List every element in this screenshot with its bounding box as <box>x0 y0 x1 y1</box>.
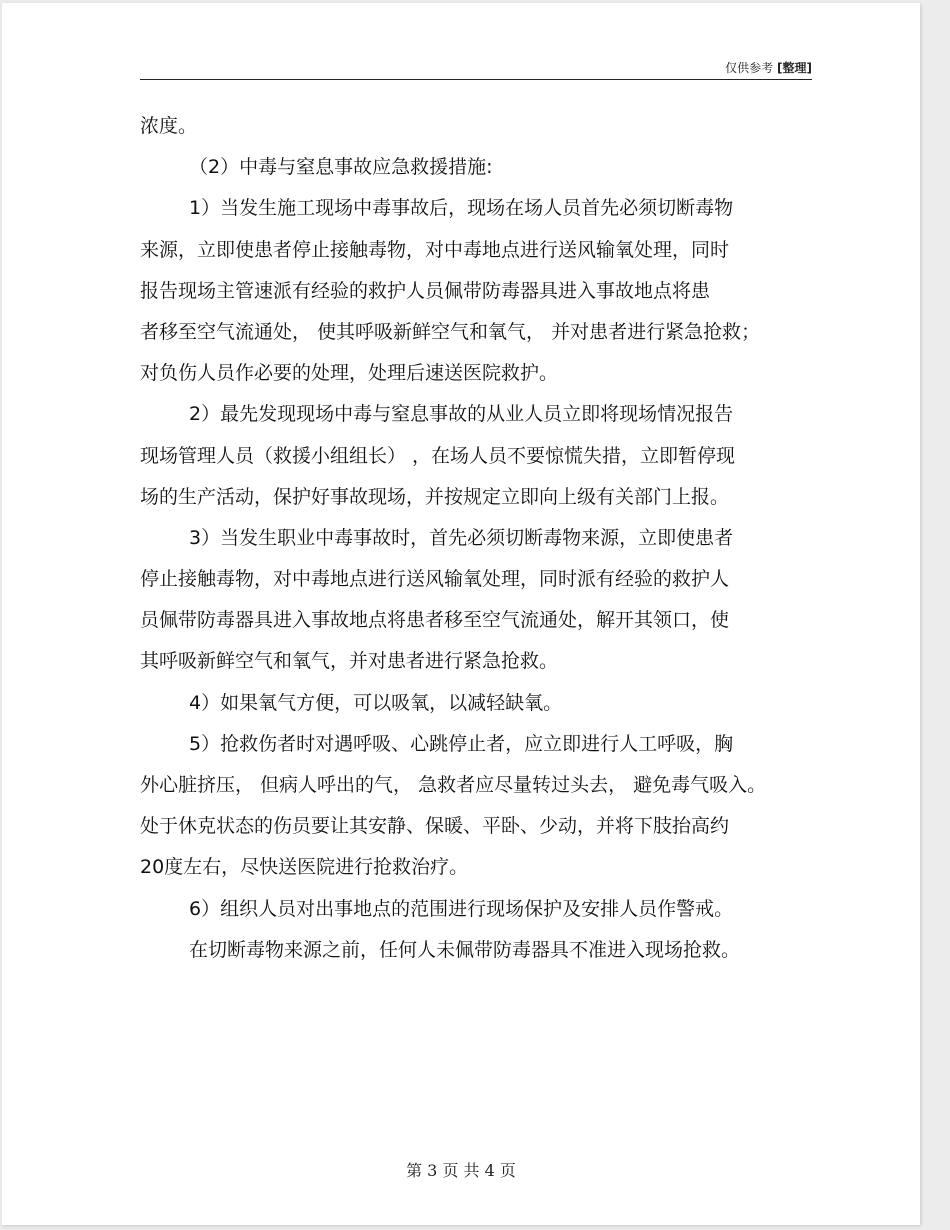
text-line: 者移至空气流通处， 使其呼吸新鲜空气和氧气， 并对患者进行紧急抢救； <box>140 320 761 343</box>
text-line: 来源，立即使患者停止接触毒物，对中毒地点进行送风输氧处理，同时 <box>140 238 730 261</box>
text-line: 停止接触毒物，对中毒地点进行送风输氧处理，同时派有经验的救护人 <box>140 568 730 591</box>
text-line: 场的生产活动，保护好事故现场，并按规定立即向上级有关部门上报。 <box>140 485 730 508</box>
document-page <box>2 3 920 1225</box>
text-line: 现场管理人员（救援小组组长） ，在场人员不要惊慌失措，立即暂停现 <box>140 444 736 467</box>
header-note-prefix: 仅供参考 <box>725 61 774 75</box>
text-line: 其呼吸新鲜空气和氧气，并对患者进行紧急抢救。 <box>140 650 559 673</box>
page-header <box>140 55 812 80</box>
text-line: 员佩带防毒器具进入事故地点将患者移至空气流通处，解开其领口，使 <box>140 609 730 632</box>
text-line: 5）抢救伤者时对遇呼吸、心跳停止者，应立即进行人工呼吸，胸 <box>189 732 734 755</box>
document-body <box>140 115 820 980</box>
text-line: 3）当发生职业中毒事故时，首先必须切断毒物来源，立即使患者 <box>189 526 734 549</box>
text-line: 1）当发生施工现场中毒事故后，现场在场人员首先必须切断毒物 <box>189 197 734 220</box>
text-line: 4）如果氧气方便，可以吸氧，以减轻缺氧。 <box>189 691 563 714</box>
text-line: 对负伤人员作必要的处理，处理后速送医院救护。 <box>140 362 559 385</box>
text-line: （2）中毒与窒息事故应急救援措施: <box>189 156 493 179</box>
page-footer: 第 3 页 共 4 页 <box>406 1161 516 1180</box>
text-line: 2）最先发现现场中毒与窒息事故的从业人员立即将现场情况报告 <box>189 403 734 426</box>
text-line: 处于休克状态的伤员要让其安静、保暖、平卧、少动，并将下肢抬高约 <box>140 815 730 838</box>
text-line: 浓度。 <box>140 115 198 137</box>
text-line: 20度左右，尽快送医院进行抢救治疗。 <box>140 856 469 879</box>
text-line: 报告现场主管速派有经验的救护人员佩带防毒器具进入事故地点将患 <box>140 279 711 302</box>
header-note <box>725 59 812 76</box>
text-line: 外心脏挤压， 但病人呼出的气， 急救者应尽量转过头去， 避免毒气吸入。 <box>140 774 767 796</box>
text-line: 在切断毒物来源之前，任何人未佩带防毒器具不准进入现场抢救。 <box>189 938 741 961</box>
text-line: 6）组织人员对出事地点的范围进行现场保护及安排人员作警戒。 <box>189 897 734 920</box>
header-note-bracket: [整理] <box>777 61 812 75</box>
